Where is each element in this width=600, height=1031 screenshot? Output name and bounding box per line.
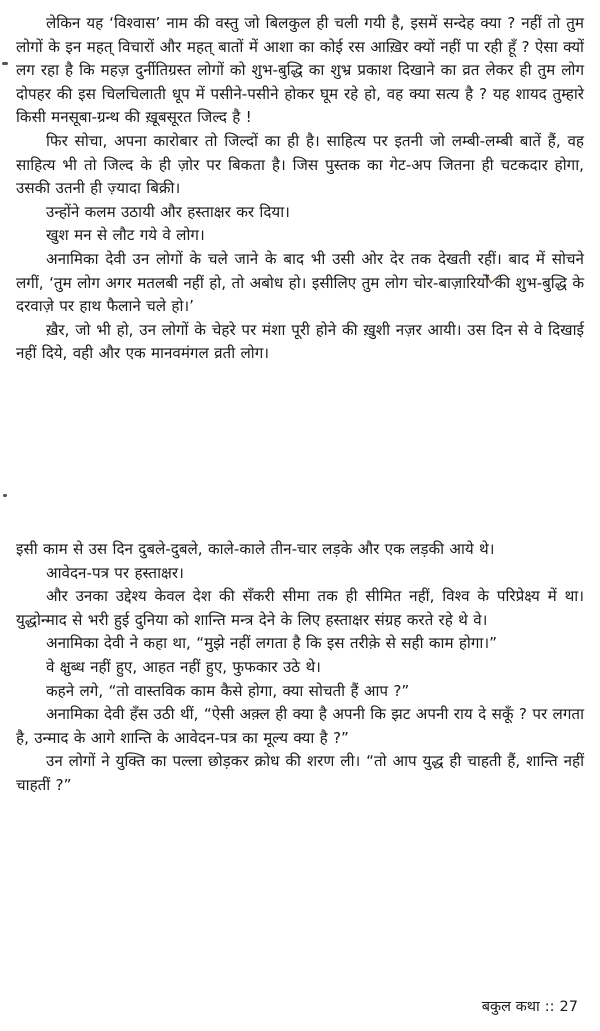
paragraph: आवेदन-पत्र पर हस्ताक्षर। [46, 563, 184, 582]
paragraph: इसी काम से उस दिन दुबले-दुबले, काले-काले तीन-चार लड़के और एक लड़की आये थे। [16, 540, 495, 558]
running-title: बकुल कथा [481, 999, 540, 1015]
text-section-1 [16, 12, 584, 366]
paragraph: कहने लगे, “तो वास्तविक काम कैसे होगा, क्या सोचती हैं आप ?” [46, 681, 410, 700]
page-footer [482, 997, 578, 1017]
paragraph: अनामिका देवी हँस उठी थीं, “ऐसी अक़्ल ही क्या है अपनी कि झट अपनी राय दे सकूँ ? पर लगता है, उन्माद के आगे शान्ति के आवेदन-पत्र का मूल्य क्या है ?” [16, 705, 584, 747]
paragraph: उन लोगों ने युक्ति का पल्ला छोड़कर क्रोध की शरण ली। “तो आप युद्ध ही चाहती हैं, शान्ति नहीं चाहतीं ?” [16, 752, 584, 794]
scan-speck [2, 62, 8, 65]
page-number: 27 [559, 999, 578, 1015]
pen-tick-mark-icon [484, 272, 502, 286]
footer-separator: :: [544, 999, 555, 1015]
paragraph: फिर सोचा, अपना कारोबार तो जिल्दों का ही है। साहित्य पर इतनी जो लम्बी-लम्बी बातें हैं, वह साहित्य भी तो जिल्द के ही ज़ोर पर बिकता है। जिस पुस्तक का गेट-अप जितना ही चटकदार होगा, उसकी उतनी ही ज़्यादा बिक्री। [16, 131, 584, 198]
paragraph: लेकिन यह ‘विश्वास’ नाम की वस्तु जो बिलकुल ही चली गयी है, इसमें सन्देह क्या ? नहीं तो तुम लोगों के इन महत् विचारों और महत् बातों में आशा का कोई रस आख़िर क्यों नहीं पा रही हूँ ? ऐसा क्यों लग रहा है कि महज़ दुर्नीतिग्रस्त लोगों को शुभ-बुद्धि का शुभ्र प्रकाश दिखाने का व्रत लेकर ही तुम लोग दोपहर की इस चिलचिलाती धूप में पसीने-पसीने होकर घूम रहे हो, वह क्या सत्य है ? यह शायद तुम्हारे किसी मनसूबा-ग्रन्थ की ख़ूबसूरत जिल्द है ! [16, 14, 584, 127]
text-section-2 [16, 538, 584, 798]
paragraph: वे क्षुब्ध नहीं हुए, आहत नहीं हुए, फुफकार उठे थे। [46, 657, 321, 676]
scan-speck [3, 494, 7, 497]
paragraph: खुश मन से लौट गये वे लोग। [46, 226, 205, 245]
paragraph: अनामिका देवी उन लोगों के चले जाने के बाद भी उसी ओर देर तक देखती रहीं। बाद में सोचने लगीं, ‘तुम लोग अगर मतलबी नहीं हो, तो अबोध हो। इसीलिए तुम लोग चोर-बाज़ारियों की शुभ-बुद्धि के दरवाज़े पर हाथ फैलाने चले हो।’ [16, 249, 584, 316]
paragraph: अनामिका देवी ने कहा था, “मुझे नहीं लगता है कि इस तरीक़े से सही काम होगा।” [46, 634, 497, 653]
paragraph: और उनका उद्देश्य केवल देश की सँकरी सीमा तक ही सीमित नहीं, विश्व के परिप्रेक्ष्य में था। युद्धोन्माद से भरी हुई दुनिया को शान्ति मन्त्र देने के लिए हस्ताक्षर संग्रह करते रहे थे वे। [16, 587, 584, 629]
paragraph: ख़ैर, जो भी हो, उन लोगों के चेहरे पर मंशा पूरी होने की ख़ुशी नज़र आयी। उस दिन से वे दिखाई नहीं दिये, वही और एक मानवमंगल व्रती लोग। [16, 320, 584, 363]
paragraph: उन्होंने कलम उठायी और हस्ताक्षर कर दिया। [46, 202, 290, 221]
